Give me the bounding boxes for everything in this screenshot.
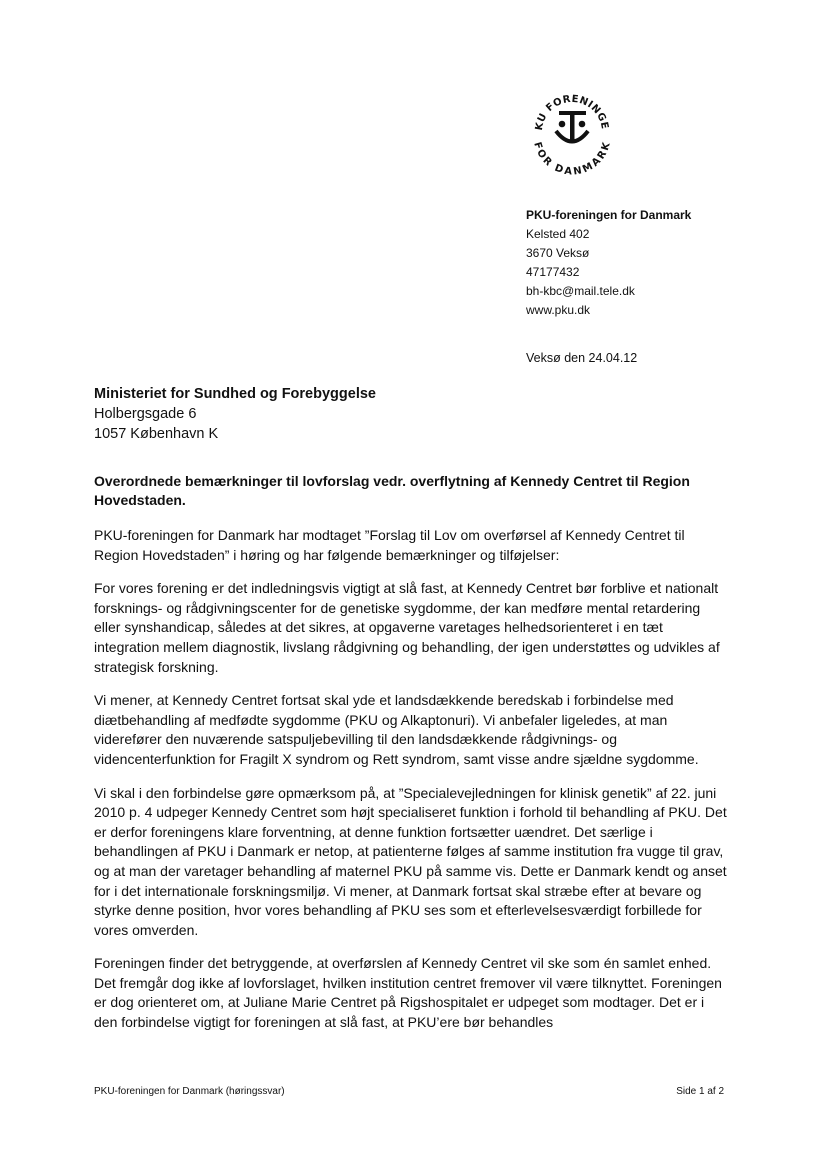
sender-email: bh-kbc@mail.tele.dk bbox=[526, 284, 635, 298]
paragraph: Vi mener, at Kennedy Centret fortsat skal yde et landsdækkende beredskab i forbindelse med diætbehandling af medfødte sygdomme (PKU og Alkaptonuri). Vi anbefaler ligeledes, at man viderefører den nuværende satspuljebevilling til den landsdækkende rådgivnings- og videncenterfunktion for Fragilt X syndrom og Rett syndrom, samt visse andre sjældne sygdomme. bbox=[94, 692, 699, 767]
anchor-smile-icon bbox=[526, 84, 618, 176]
paragraph: PKU-foreningen for Danmark har modtaget ”Forslag til Lov om overførsel af Kennedy Centret til Region Hovedstaden” i høring og har følgende bemærkninger og tilføjelser: bbox=[94, 527, 685, 563]
svg-text:PKU FORENINGEN bbox=[526, 84, 610, 131]
letter-body bbox=[94, 526, 728, 1047]
recipient-name: Ministeriet for Sundhed og Forebyggelse bbox=[94, 386, 376, 402]
footer-title: PKU-foreningen for Danmark (høringssvar) bbox=[94, 1086, 285, 1097]
sender-phone: 47177432 bbox=[526, 265, 580, 279]
letter-subject: Overordnede bemærkninger til lovforslag vedr. overflytning af Kennedy Centret til Region Hovedstaden. bbox=[94, 473, 690, 508]
pku-logo bbox=[526, 84, 618, 176]
logo-top-text: KU FORENINGE bbox=[533, 93, 610, 132]
sender-city: 3670 Veksø bbox=[526, 246, 590, 260]
letter-date: Veksø den 24.04.12 bbox=[526, 351, 638, 365]
svg-text:FOR DANMARK bbox=[531, 140, 613, 176]
sender-address bbox=[526, 206, 691, 320]
recipient-city: 1057 København K bbox=[94, 426, 219, 442]
sender-org: PKU-foreningen for Danmark bbox=[526, 208, 692, 222]
sender-web: www.pku.dk bbox=[526, 303, 591, 317]
paragraph: Foreningen finder det betryggende, at overførslen af Kennedy Centret vil ske som én samlet enhed. Det fremgår dog ikke af lovforslaget, hvilken institution centret fremover vil være tilknyttet. Foreningen er dog orienteret om, at Juliane Marie Centret på Rigshospitalet er udpeget som modtager. Det er i den forbindelse vigtigt for foreningen at slå fast, at PKU’ere bør behandles bbox=[94, 955, 722, 1031]
paragraph: Vi skal i den forbindelse gøre opmærksom på, at ”Specialevejledningen for klinisk genetik” af 22. juni 2010 p. 4 udpeger Kennedy Centret som højt specialiseret funktion i forhold til behandling af PKU. Det er derfor foreningens klare forventning, at denne funktion fortsætter uændret. Det særlige i behandlingen af PKU i Danmark er netop, at patienterne følges af samme institution fra vugge til grav, og at man der varetager behandling af maternel PKU på samme vis. Dette er Danmark kendt og anset for i det internationale forskningsmiljø. Vi mener, at Danmark fortsat skal stræbe efter at bevare og styrke denne position, hvor vores behandling af PKU ses som et efterlevelsesværdigt forbillede for vores omverden. bbox=[94, 784, 727, 938]
sender-street: Kelsted 402 bbox=[526, 227, 590, 241]
recipient-street: Holbergsgade 6 bbox=[94, 406, 197, 422]
recipient-address bbox=[94, 384, 376, 444]
paragraph: For vores forening er det indledningsvis vigtigt at slå fast, at Kennedy Centret bør forblive et nationalt forsknings- og rådgivningscenter for de genetiske sygdomme, der kan medføre mental retardering eller synshandicap, således at det sikres, at opgaverne varetages helhedsorienteret i en tæt integration mellem diagnostik, livslang rådgivning og behandling, der igen understøttes og udvikles af strategisk forskning. bbox=[94, 580, 720, 675]
logo-bottom-text: FOR DANMARK bbox=[531, 140, 613, 176]
page-number: Side 1 af 2 bbox=[676, 1086, 724, 1097]
